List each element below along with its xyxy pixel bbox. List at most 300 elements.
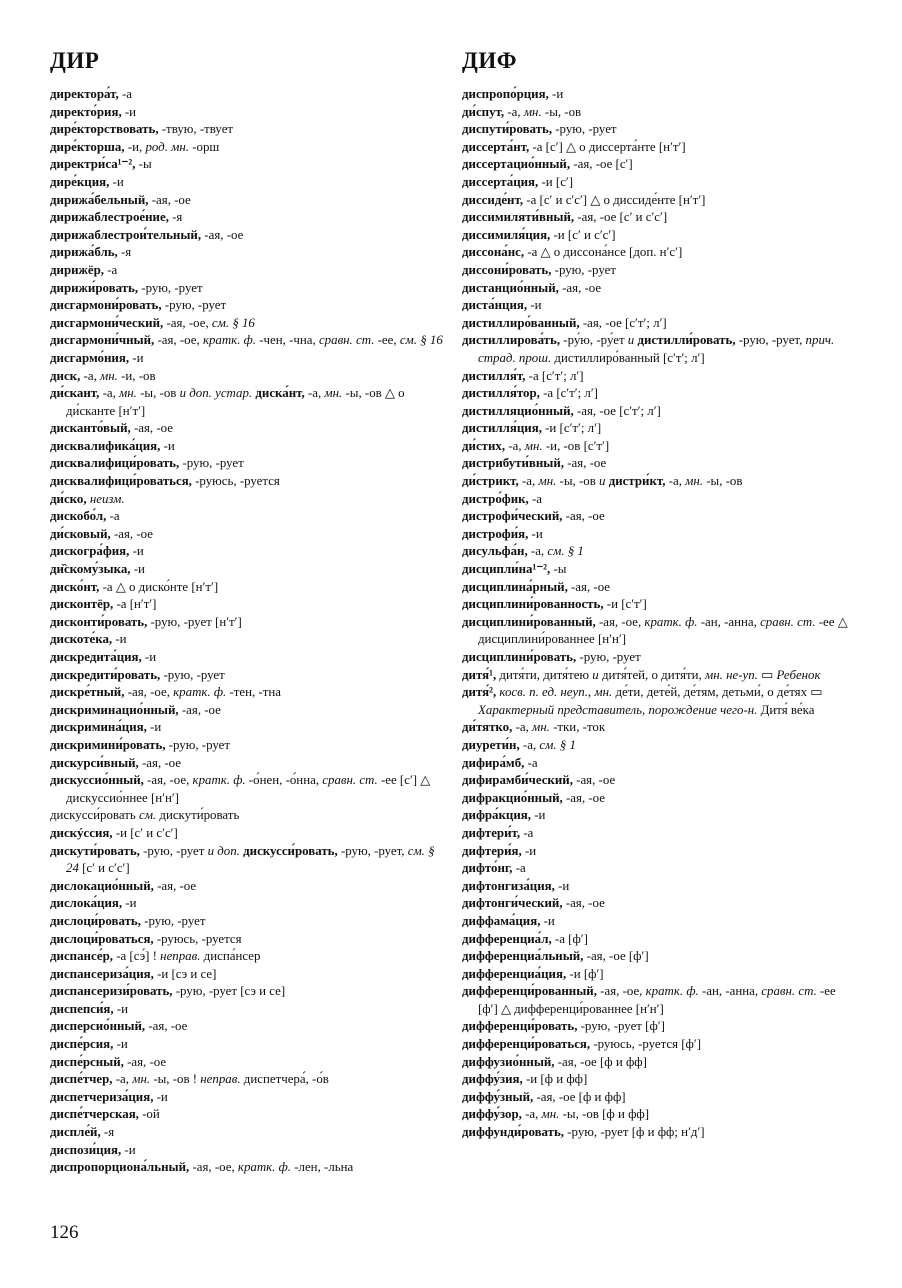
dictionary-entry (462, 86, 854, 104)
headword: дифирамби́ческий, (462, 773, 573, 788)
entry-text: -рую, -рует (140, 913, 206, 928)
headword: дискримини́ровать, (50, 737, 166, 752)
entry-text: -ая, -ое (110, 526, 153, 541)
dictionary-entry (462, 667, 854, 685)
headword: диффама́ция, (462, 913, 541, 928)
entry-text: -о́нен, -о́нна, (245, 773, 323, 788)
headword: диспози́ция, (50, 1142, 122, 1157)
entry-text: -а, (505, 438, 525, 453)
dictionary-entry (50, 420, 448, 438)
headword: диста́нция, (462, 298, 528, 313)
grammar-note: см. § 1 (539, 737, 576, 752)
headword: дисциплини́ровать, (462, 650, 577, 664)
entry-text: -ее, (374, 333, 400, 348)
dictionary-entry (50, 280, 448, 298)
dictionary-entry (462, 403, 854, 421)
headword: дистрибути́вный, (462, 456, 565, 471)
dictionary-entry (50, 209, 448, 227)
entry-text: -а (520, 825, 534, 840)
entry-text: дистиллиро́ванный [сʹтʹ; лʹ] (551, 350, 705, 365)
dictionary-entry (50, 614, 448, 632)
entry-text: -ая, -ое (567, 579, 611, 594)
entry-text: -рую, -рует (551, 262, 616, 277)
headword: дирижа́бль, (50, 245, 118, 260)
headword: дифира́мб, (462, 755, 525, 770)
entry-text: -ая, -ое (123, 1054, 167, 1069)
entry-text: -я (100, 1125, 115, 1140)
entry-text: -ая, -ое, (189, 1160, 238, 1175)
dictionary-entry (50, 737, 448, 755)
dictionary-entry (462, 1089, 854, 1107)
dictionary-entry (462, 332, 854, 367)
headword: дире́кторствовать, (50, 122, 159, 137)
dictionary-entry (50, 895, 448, 913)
headword: директора́т, (50, 87, 119, 101)
entry-text: -рую, -рует [фʹ] (577, 1019, 665, 1034)
entry-text: -и (122, 896, 137, 911)
headword: диссиде́нт, (462, 192, 524, 207)
headword: дистиллиро́ванный, (462, 315, 580, 330)
dictionary-entry (50, 631, 448, 649)
entry-text: -ая, -ое (138, 755, 182, 770)
entry-text: -и (527, 298, 542, 313)
entry-text: -и (121, 1142, 136, 1157)
dictionary-entry (50, 1142, 448, 1160)
entry-text: -ая, -ое (148, 192, 191, 207)
headword: дифференциа́ция, (462, 966, 567, 981)
headword: ди̏скому́зыка, (50, 562, 131, 577)
dictionary-entry (50, 649, 448, 667)
dictionary-entry (50, 878, 448, 896)
headword: дире́кция, (50, 174, 110, 189)
grammar-note: неправ. (160, 949, 201, 964)
grammar-note: род. мн. (145, 139, 189, 154)
dictionary-entry (50, 702, 448, 720)
entry-text: Дитя́ ве́ка (757, 702, 815, 717)
entry-text: -а, (112, 1072, 133, 1087)
entry-text: -рую, -рует (160, 667, 225, 682)
dictionary-entry (462, 737, 854, 755)
entry-text: -и [фʹ] (566, 966, 604, 981)
headword: дирижа́бельный, (50, 192, 149, 207)
dictionary-entry (50, 543, 448, 561)
headword: дифтонгиза́ция, (462, 878, 555, 893)
headword: дифра́кция, (462, 808, 531, 823)
entry-text: -руюсь, -руется (191, 474, 280, 489)
headword: дислокацио́нный, (50, 878, 154, 893)
headword: дистро́фик, (462, 491, 529, 506)
entry-text: -ая, -ое, (163, 315, 212, 330)
entry-text: -и (130, 562, 145, 577)
headword: диспетчериза́ция, (50, 1089, 154, 1104)
entry-text: -ая, -ое [сʹтʹ; лʹ] (579, 315, 667, 330)
entry-text: -и [сʹ и сʹсʹ] (550, 227, 616, 242)
entry-text: -а, (519, 737, 540, 752)
entry-text: -руюсь, -руется [фʹ] (590, 1037, 702, 1052)
headword: ди́тятко, (462, 720, 513, 735)
running-header-left: ДИР (50, 48, 100, 73)
entry-text: -и (530, 808, 546, 823)
grammar-note: и (599, 474, 606, 489)
entry-text: -ая, -ое [ф и фф] (554, 1054, 647, 1069)
headword: диффу́зия, (462, 1072, 523, 1087)
entry-text: -и (113, 1001, 129, 1016)
dictionary-entry (462, 579, 854, 597)
entry-text: -и [сʹ] (538, 174, 574, 189)
entry-text: -ая, -ое (130, 421, 173, 436)
entry-text: -ая, -ое, (124, 685, 174, 700)
entry-text: -ан, -анна, (697, 614, 761, 629)
headword: дискуссио́нный, (50, 773, 144, 788)
entry-text: -ы, -ов (703, 474, 743, 489)
entry-text: -а (106, 509, 120, 524)
entry-text: -рую, -рует (552, 122, 617, 137)
entry-text: -и (528, 526, 543, 541)
entry-text: -и (540, 913, 555, 928)
headword: дисперсио́нный, (50, 1019, 146, 1034)
entry-text: диспетчера́, -о́в (240, 1072, 329, 1087)
headword: диспансеризи́ровать, (50, 984, 173, 999)
entry-text: -а (528, 491, 543, 506)
entry-text: -и [ф и фф] (522, 1072, 588, 1087)
dictionary-entry (462, 227, 854, 245)
entry-text: -и (160, 438, 175, 453)
entry-text: -и (113, 1037, 128, 1052)
grammar-note: Ребенок (776, 667, 821, 682)
entry-text: -ы, -ов [ф и фф] (559, 1107, 649, 1122)
entry-text: -а (524, 755, 538, 770)
headword: диссони́ровать, (462, 262, 552, 277)
entry-text: -а, (521, 1107, 542, 1122)
grammar-note: и (592, 667, 599, 682)
headword: дискобо́л, (50, 509, 107, 524)
dictionary-entry (462, 526, 854, 544)
headword: дискоте́ка, (50, 632, 113, 647)
grammar-note: см. § 24 (66, 843, 435, 876)
dictionary-entry (50, 719, 448, 737)
entry-text: -ы (550, 562, 567, 577)
headword: дистилляцио́нный, (462, 403, 574, 418)
dictionary-entry (50, 1159, 448, 1177)
grammar-note: кратк. ф. (192, 773, 246, 788)
entry-text: дитя́ти, дитя́тею (496, 667, 593, 682)
grammar-note: мн. (324, 386, 343, 401)
dictionary-entry (50, 174, 448, 192)
headword: дисквалифици́ровать, (50, 456, 180, 471)
entry-text: -ая, -ое (178, 702, 221, 717)
grammar-note: сравн. ст. (318, 333, 375, 348)
entry-text: -рую, -рует (576, 650, 641, 664)
grammar-note: сравн. ст. (761, 984, 817, 999)
dictionary-entry (50, 139, 448, 157)
entry-text: -ая, -ое [сʹ] (570, 157, 633, 172)
entry-text: -а, (304, 386, 325, 401)
headword: дискогра́фия, (50, 544, 130, 559)
entry-text: -рую, -рует [нʹтʹ] (147, 614, 242, 629)
dictionary-entry (50, 315, 448, 333)
grammar-note: см. § 16 (399, 333, 443, 348)
entry-text: -и (146, 720, 162, 735)
dictionary-entry (50, 579, 448, 597)
dictionary-entry (50, 843, 448, 878)
grammar-note: Характерный представитель, порождение чего-н. (478, 702, 758, 717)
entry-text: -ая, -ое (201, 227, 244, 242)
headword: ди́стих, (462, 438, 506, 453)
entry-text: -ая, -ое (562, 790, 606, 805)
headword: дифференци́рованный, (462, 984, 597, 999)
headword: директо́рия, (50, 104, 122, 119)
headword: диск, (50, 368, 81, 383)
dictionary-entry (462, 807, 854, 825)
dictionary-entry (50, 948, 448, 966)
entry-text: -а △ о диссона́нсе [доп. нʹсʹ] (524, 245, 683, 260)
dictionary-entry (462, 244, 854, 262)
dictionary-entry (462, 825, 854, 843)
entry-text: -ая, -ое (145, 1019, 188, 1034)
dictionary-entry (50, 1018, 448, 1036)
dictionary-entry (50, 368, 448, 386)
entry-text: -орш (188, 139, 220, 154)
grammar-note: мн. (538, 474, 557, 489)
headword: дисконти́ровать, (50, 614, 148, 629)
headword: диффузио́нный, (462, 1054, 555, 1069)
headword: диспе́тчерская, (50, 1107, 139, 1122)
headword: ди́стрикт, (462, 474, 519, 489)
dictionary-entry (462, 878, 854, 896)
headword: дисгармони́ческий, (50, 315, 164, 330)
dictionary-entry (50, 684, 448, 702)
dictionary-entry (462, 614, 854, 649)
entry-text: -ы, -ов (556, 474, 599, 489)
dictionary-entry (50, 807, 448, 825)
entry-text: -ая, -ое (153, 878, 197, 893)
entry-text: -ы (135, 157, 152, 172)
entry-text: -ая, -ое [сʹтʹ; лʹ] (573, 403, 661, 418)
headword: дискре́тный, (50, 685, 125, 700)
entry-text: -рую, -рует, (337, 843, 408, 858)
dictionary-entry (462, 1054, 854, 1072)
entry-text: -и (548, 87, 564, 101)
grammar-note: мн. (541, 1107, 560, 1122)
entry-text: -а, (665, 474, 686, 489)
dictionary-entry (50, 526, 448, 544)
headword: диффу́зор, (462, 1107, 522, 1122)
dictionary-entry (462, 895, 854, 913)
dictionary-entry (462, 543, 854, 561)
dictionary-entry (462, 280, 854, 298)
entry-text: -а [сʹ и сʹсʹ] △ о диссиде́нте [нʹтʹ] (523, 192, 706, 207)
headword: дисульфа́н, (462, 544, 528, 559)
entry-text: -и, -ов [сʹтʹ] (542, 438, 610, 453)
headword: дифтери́т, (462, 825, 521, 840)
headword: дискути́ровать, (50, 843, 140, 858)
headword: дифракцио́нный, (462, 790, 563, 805)
entry-text: -рую, -рует [ф и фф; нʹдʹ] (564, 1125, 705, 1140)
dictionary-entry (462, 368, 854, 386)
entry-text: -рую, -рует, (735, 333, 806, 348)
headword: дислоци́роваться, (50, 931, 154, 946)
entry-text: -а [фʹ] (551, 931, 588, 946)
entry-text: -ее [фʹ] △ дифференци́рованнее [нʹнʹ] (478, 984, 836, 1016)
entry-text: -и [сʹтʹ; лʹ] (541, 421, 602, 436)
entry-text: -ы, -ов (541, 104, 582, 119)
entry-text: -а [сʹтʹ; лʹ] (539, 386, 598, 401)
entry-text: -и (112, 632, 127, 647)
headword: дифференци́роваться, (462, 1037, 591, 1052)
headword: дире́кторша, (50, 139, 125, 154)
dictionary-entry (462, 966, 854, 984)
entry-text: -а (118, 87, 132, 101)
entry-text: -ан, -анна, (698, 984, 762, 999)
entry-text: -тен, -тна (226, 685, 282, 700)
headword: дисципли́на¹⁻², (462, 562, 551, 577)
dictionary-entry (50, 192, 448, 210)
headword: дисквалифика́ция, (50, 438, 161, 453)
headword: дискриминацио́нный, (50, 702, 179, 717)
headword: дисциплина́рный, (462, 579, 568, 594)
dictionary-entry (50, 297, 448, 315)
entry-text: -я (168, 210, 183, 225)
entry-text: -и, -ов (117, 368, 156, 383)
entry-text: -и (153, 1089, 168, 1104)
entry-text: дискусси́ровать (50, 808, 139, 823)
grammar-note: кратк. ф. (644, 614, 698, 629)
dictionary-entry (50, 227, 448, 245)
dictionary-entry (462, 297, 854, 315)
entry-text: -ая, -ое (562, 509, 605, 524)
dictionary-entry (50, 596, 448, 614)
dictionary-entry (462, 174, 854, 192)
headword: дискредити́ровать, (50, 667, 161, 682)
headword: дисгармо́ния, (50, 350, 130, 365)
running-header-right: ДИФ (462, 48, 517, 73)
headword: ди́ско, (50, 491, 87, 506)
entry-text: -ая, -ое [ф и фф] (533, 1089, 626, 1104)
headword: дискримина́ция, (50, 720, 147, 735)
entry-text: дискути́ровать (156, 808, 240, 823)
grammar-note: мн. не-уп. (705, 667, 758, 682)
headword: дискусси́ровать, (243, 843, 338, 858)
headword: дисциплини́рованность, (462, 597, 604, 612)
headword: дитя́¹, (462, 667, 497, 682)
headword: дистанцио́нный, (462, 280, 559, 295)
dictionary-entry (462, 262, 854, 280)
entry-text: -а, (527, 544, 548, 559)
dictionary-entry (462, 649, 854, 667)
headword: дирижаблестрои́тельный, (50, 227, 202, 242)
entry-text: -ая, -ое [фʹ] (583, 949, 649, 964)
dictionary-entry (462, 104, 854, 122)
headword: дифференциа́льный, (462, 949, 584, 964)
headword: дистри́кт, (608, 474, 666, 489)
grammar-note: см. (138, 808, 157, 823)
grammar-note: косв. п. ед. неуп., мн. (499, 685, 613, 700)
headword: диско́нт, (50, 579, 100, 594)
headword: диссерта́нт, (462, 139, 530, 154)
dictionary-entry (462, 1106, 854, 1124)
entry-text: -тки, -ток (549, 720, 606, 735)
entry-text: диспа́нсер (200, 949, 261, 964)
entry-text: -ы, -ов (136, 386, 180, 401)
dictionary-entry (50, 473, 448, 491)
headword: диспропо́рция, (462, 87, 549, 101)
dictionary-entry (462, 1071, 854, 1089)
dictionary-entry (50, 825, 448, 843)
entry-text: -и (129, 350, 144, 365)
grammar-note: и доп. (207, 843, 240, 858)
entry-text: ▭ (757, 667, 777, 682)
dictionary-entry (50, 455, 448, 473)
grammar-note: неправ. (200, 1072, 241, 1087)
grammar-note: кратк. ф. (173, 685, 227, 700)
dictionary-entry (462, 192, 854, 210)
dictionary-entry (462, 719, 854, 737)
grammar-note: мн. (524, 438, 543, 453)
headword: дислоци́ровать, (50, 913, 141, 928)
dictionary-entry (462, 121, 854, 139)
entry-text: -ы, -ов ! (150, 1072, 201, 1087)
headword: диссерта́ция, (462, 174, 539, 189)
entry-text: -а △ о диско́нте [нʹтʹ] (99, 579, 219, 594)
entry-text: -а [сʹ] △ о диссерта́нте [нʹтʹ] (529, 139, 686, 154)
dictionary-entry (50, 262, 448, 280)
dictionary-entry (50, 491, 448, 509)
headword: диспансе́р, (50, 949, 113, 964)
dictionary-entry (50, 561, 448, 579)
headword: дифто́нг, (462, 861, 513, 876)
dictionary-entry (462, 755, 854, 773)
entry-text: -а, (99, 386, 120, 401)
dictionary-entry (462, 385, 854, 403)
headword: дистилля́т, (462, 368, 526, 383)
dictionary-entry (50, 86, 448, 104)
dictionary-entry (50, 104, 448, 122)
grammar-note: см. § 1 (547, 544, 584, 559)
headword: диспе́рсия, (50, 1037, 114, 1052)
entry-text: -рую, -рует (138, 280, 203, 295)
entry-text: -ая, -ое (558, 280, 602, 295)
page-number: 126 (50, 1222, 79, 1243)
dictionary-entry (462, 438, 854, 456)
grammar-note: неизм. (89, 491, 125, 506)
headword: дифтери́я, (462, 843, 522, 858)
headword: дискредита́ция, (50, 650, 142, 664)
dictionary-entry (462, 772, 854, 790)
dictionary-entry (462, 491, 854, 509)
headword: дифференци́ровать, (462, 1019, 578, 1034)
entry-text: -я (117, 245, 132, 260)
entry-text: -и [сʹтʹ] (603, 597, 647, 612)
headword: дискýссия, (50, 825, 113, 840)
entry-text: -рую, -рует (161, 298, 227, 313)
entry-text: -лен, -льна (291, 1160, 354, 1175)
dictionary-entry (462, 1124, 854, 1142)
entry-text: -ая, -ое, (154, 333, 203, 348)
dictionary-entry (50, 1001, 448, 1019)
dictionary-entry (462, 508, 854, 526)
dictionary-entry (462, 790, 854, 808)
entry-text: -ее [сʹ] △ дискуссио́ннее [нʹнʹ] (66, 773, 431, 805)
entry-text: де́ти, дете́й, де́тям, детьми́, о де́тях ▭ (612, 685, 823, 700)
entry-text: -и (521, 843, 537, 858)
dictionary-entry (50, 350, 448, 368)
dictionary-entry (462, 561, 854, 579)
dictionary-entry (50, 772, 448, 807)
grammar-note: мн. (685, 474, 704, 489)
entry-text: -чен, -чна, (256, 333, 319, 348)
headword: дисканто́вый, (50, 421, 131, 436)
left-column (50, 86, 448, 1177)
